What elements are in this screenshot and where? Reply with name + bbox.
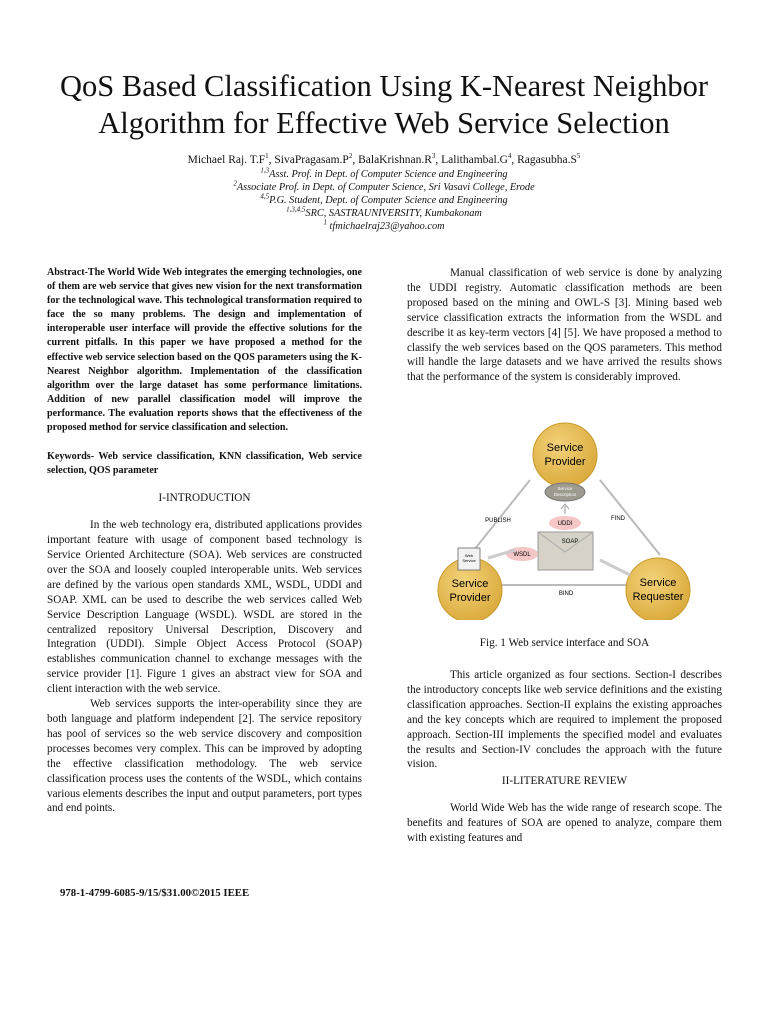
service-description-line-1: Service xyxy=(557,486,573,491)
keywords: Keywords- Web service classification, KNN classification, Web service selection, QOS parameter xyxy=(47,451,362,477)
section-heading-literature-review: II-LITERATURE REVIEW xyxy=(501,775,628,788)
author: $BalaKrishnan.R^3$ xyxy=(358,152,436,166)
right-node-line-2: Requester xyxy=(632,591,684,603)
affiliation: $^{4,5}$P.G. Student, Dept. of Computer Science and Engineering xyxy=(260,192,508,206)
top-node-line-1: Service xyxy=(546,442,584,454)
wsdl-label: WSDL xyxy=(513,552,531,558)
affiliation: $^{1,3,4,5}$SRC, SASTRAUNIVERSITY, Kumbakonam xyxy=(286,205,482,219)
uddi-label: UDDI xyxy=(557,521,573,527)
title-line-1: QoS Based Classification Using K-Nearest Neighbor xyxy=(59,69,708,103)
right-node-line-1: Service xyxy=(639,577,677,589)
affiliation: $^2$Associate Prof. in Dept. of Computer Science, Sri Vasavi College, Erode xyxy=(233,179,535,193)
affiliations xyxy=(60,166,708,234)
intro-paragraph-2: Web services supports the inter-operability since they are both language and platform independent [2]. The service repository has pool of services so the web service discovery and composition processes becomes very complex. This can be improved by adopting the effective classification methodology. The web service classification process uses the contents of the WSDL, which contains various elements describes the input and output parameters, port types and end points. xyxy=(47,698,362,815)
web-service-line-1: Web xyxy=(464,553,474,558)
left-node-line-2: Provider xyxy=(449,592,491,604)
find-label: FIND xyxy=(611,516,625,522)
find-edge xyxy=(600,480,660,555)
web-service-line-2: Service xyxy=(462,558,476,563)
bind-label: BIND xyxy=(558,591,574,597)
left-column xyxy=(47,266,362,816)
copyright-footer: 978-1-4799-6085-9/15/$31.00©2015 IEEE xyxy=(60,887,250,899)
top-node-line-2: Provider xyxy=(544,456,586,468)
top-provider-node xyxy=(533,423,597,487)
soa-diagram xyxy=(430,420,700,620)
right-paragraph-1: Manual classification of web service is done by analyzing the UDDI registry. Automatic classification methods are been proposed based on the mining and OWL-S [3]. Mining based web service classification extracts the information from the WSDL and describe it as key-term vectors [4] [5]. We have proposed a method to classify the web services based on the QOS parameters. This method will handle the large datasets and we have arrived the results shows that the performance of the system is considerably improved. xyxy=(407,267,722,384)
right-paragraph-3: World Wide Web has the wide range of research scope. The benefits and features of SOA are opened to analyze, compare them with existing features and xyxy=(407,802,722,845)
requester-node xyxy=(626,558,690,620)
author: $Ragasubha.S^5$ xyxy=(517,152,581,166)
up-arrow-icon xyxy=(561,504,569,514)
publish-label: PUBLISH xyxy=(485,518,511,524)
soap-label: SOAP xyxy=(561,539,579,545)
paper-title xyxy=(30,68,738,142)
author-list: Michael Raj. $T.F^1$, $SivaPragasam.P^2$, $BalaKrishnan.R^3$, $Lalithambal.G^4$, $Ragasubha.S^5$ xyxy=(187,152,581,166)
author-email: $^1$ tfmichaelraj23@yahoo.com xyxy=(323,218,445,232)
service-description-line-2: Description xyxy=(553,492,577,497)
figure-caption: Fig. 1 Web service interface and SOA xyxy=(479,637,650,649)
abstract: Abstract-The World Wide Web integrates the emerging technologies, one of them are web service that gives new vision for the next transformation for the technological wave. This technological transformation required to face the so many problems. The design and implementation of interoperable user interface will provide the effective solutions for the current pitfalls. In this paper we have proposed a method for the effective web service selection based on the QOS parameters using the K-Nearest Neighbor algorithm. Implementation of the classification algorithm over the large dataset has some performance limitations. Addition of new parallel classification model will improve the performance. The evaluation reports shows that the effectiveness of the proposed method for service classification and selection. xyxy=(47,267,362,434)
left-node-line-1: Service xyxy=(451,578,489,590)
find-arrow-icon xyxy=(600,560,630,575)
affiliation: $^{1,3}$Asst. Prof. in Dept. of Computer Science and Engineering xyxy=(260,166,508,180)
section-heading-introduction: I-INTRODUCTION xyxy=(158,492,251,505)
intro-paragraph-1: In the web technology era, distributed applications provides important feature with usage of component based technology is Service Oriented Architecture (SOA). Web services are constructed over the SOA and loosely coupled interoperable units. Web services are defined by the various open standards XML, WSDL, UDDI and SOAP. XML can be used to describe the web services called Web Service Description Language (WSDL). WSDL are stored in the centralized repository Universal Description, Discovery and Integration (UDDI). Simple Object Access Protocol (SOAP) establishes communication channel to exchange messages with the service provider [1]. Figure 1 gives an abstract view for SOA and client interaction with the web service. xyxy=(47,519,362,696)
right-paragraph-2: This article organized as four sections. Section-I describes the introductory concepts like web service definitions and the existing classification approaches. Section-II explains the existing approaches and the key concepts which are required to implement the proposed approach. Section-III implements the specified model and evaluates the results and Section-IV concludes the approach with the future vision. xyxy=(407,669,722,771)
right-column-lower xyxy=(407,668,722,846)
title-line-2: Algorithm for Effective Web Service Selection xyxy=(98,106,670,140)
right-column xyxy=(407,266,722,385)
author: Michael Raj. $T.F^1$ xyxy=(187,152,269,166)
author: $Lalithambal.G^4$ xyxy=(441,152,512,166)
author: $SivaPragasam.P^2$ xyxy=(274,152,353,166)
